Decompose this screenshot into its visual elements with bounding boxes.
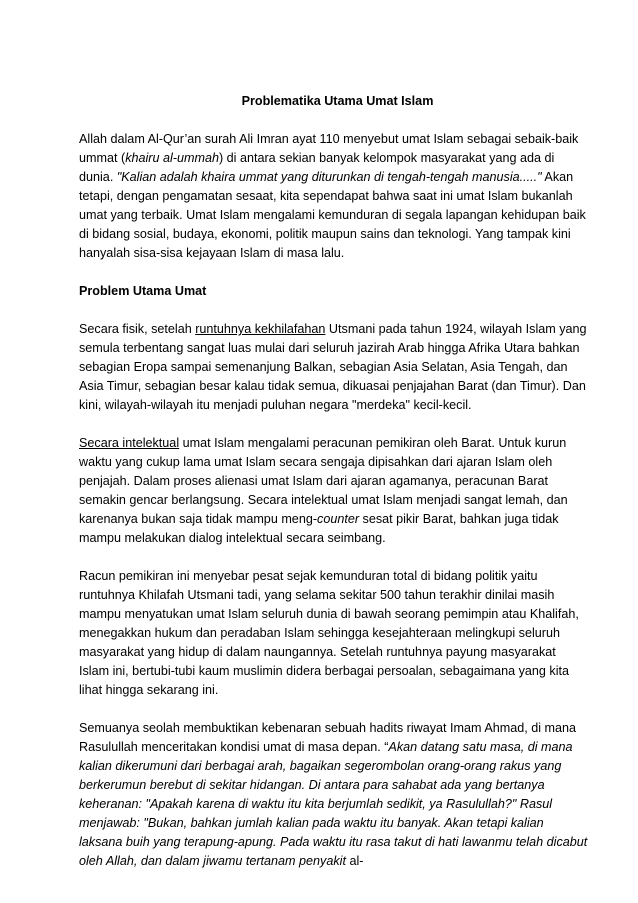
paragraph-intellectual — [79, 434, 588, 548]
italic-hadith-quote: Akan datang satu masa, di mana kalian dikerumuni dari berbagai arah, bagaikan segerombolan orang-orang rakus yang berkerumun berebut di sekitar hidangan. Di antara para sahabat ada yang bertanya keheranan: "Apakah karena di waktu itu kita berjumlah sedikit, ya Rasulullah?" Rasul menjawab: "Bukan, bahkan jumlah kalian pada waktu itu banyak. Akan tetapi kalian laksana buih yang terapung-apung. Pada waktu itu rasa takut di hati lawanmu telah dicabut oleh Allah, dan dalam jiwamu tertanam penyakit — [79, 740, 588, 868]
text-run: sesat pikir Barat, bahkan juga tidak mampu melakukan dialog intelektual secara seimbang. — [79, 512, 559, 545]
text-run: al- — [345, 854, 364, 868]
text-run: Utsmani pada tahun 1924, wilayah Islam yang semula terbentang sangat luas mulai dari seluruh jazirah Arab hingga Afrika Utara bahkan sebagian Eropa sampai semenanjung Balkan, sebagian Asia Selatan, Asia Tengah, dan Asia Timur, sebagian besar kalau tidak semua, dikuasai penjajahan Barat (dan Timur). Dan kini, wilayah-wilayah itu menjadi puluhan negara "merdeka" kecil-kecil. — [79, 322, 587, 412]
link-runtuhnya-kekhilafahan[interactable]: runtuhnya kekhilafahan — [195, 322, 326, 336]
text-run: Akan tetapi, dengan pengamatan sesaat, kita sependapat bahwa saat ini umat Islam bukanlah umat yang terbaik. Umat Islam mengalami kemunduran di segala lapangan kehidupan baik di bidang sosial, budaya, ekonomi, politik maupun sains dan teknologi. Yang tampak kini hanyalah sisa-sisa kejayaan Islam di masa lalu. — [79, 170, 586, 260]
italic-term: khairu al-ummah — [125, 151, 219, 165]
italic-term: counter — [317, 512, 360, 526]
text-run: umat Islam mengalami peracunan pemikiran oleh Barat. Untuk kurun waktu yang cukup lama umat Islam secara sengaja dipisahkan dari ajaran Islam oleh penjajah. Dalam proses alienasi umat Islam dari ajaran agamanya, peracunan Barat semakin gencar berlangsung. Secara intelektual umat Islam menjadi sangat lemah, dan karenanya bukan saja tidak mampu meng- — [79, 436, 568, 526]
section-heading: Problem Utama Umat — [79, 284, 207, 298]
italic-quote: "Kalian adalah khaira ummat yang diturunkan di tengah-tengah manusia....." — [116, 170, 542, 184]
text-run: ) di antara sekian banyak kelompok masyarakat yang ada di dunia. — [79, 151, 555, 184]
text-run: Semuanya seolah membuktikan kebenaran sebuah hadits riwayat Imam Ahmad, di mana Rasulullah menceritakan kondisi umat di masa depan. “ — [79, 721, 577, 754]
text-run: Secara fisik, setelah — [79, 322, 196, 336]
link-secara-intelektual[interactable]: Secara intelektual — [79, 436, 180, 450]
text-run: Allah dalam Al-Qur’an surah Ali Imran ayat 110 menyebut umat Islam sebagai sebaik-baik ummat ( — [79, 132, 579, 165]
paragraph-physical — [79, 320, 588, 415]
paragraph-intro — [79, 130, 588, 263]
document-title: Problematika Utama Umat Islam — [241, 94, 434, 108]
paragraph-poison: Racun pemikiran ini menyebar pesat sejak kemunduran total di bidang politik yaitu runtuhnya Khilafah Utsmani tadi, yang selama sekitar 500 tahun terakhir dinilai masih mampu menyatukan umat Islam seluruh dunia di bawah seorang pemimpin atau Khalifah, menegakkan hukum dan peradaban Islam sehingga kesejahteraan melingkupi seluruh masyarakat yang hidup di dalam naungannya. Setelah runtuhnya payung masyarakat Islam ini, bertubi-tubi kaum muslimin didera berbagai persoalan, sebagaimana yang kita lihat hingga sekarang ini. — [79, 569, 579, 697]
paragraph-hadith — [79, 719, 588, 871]
